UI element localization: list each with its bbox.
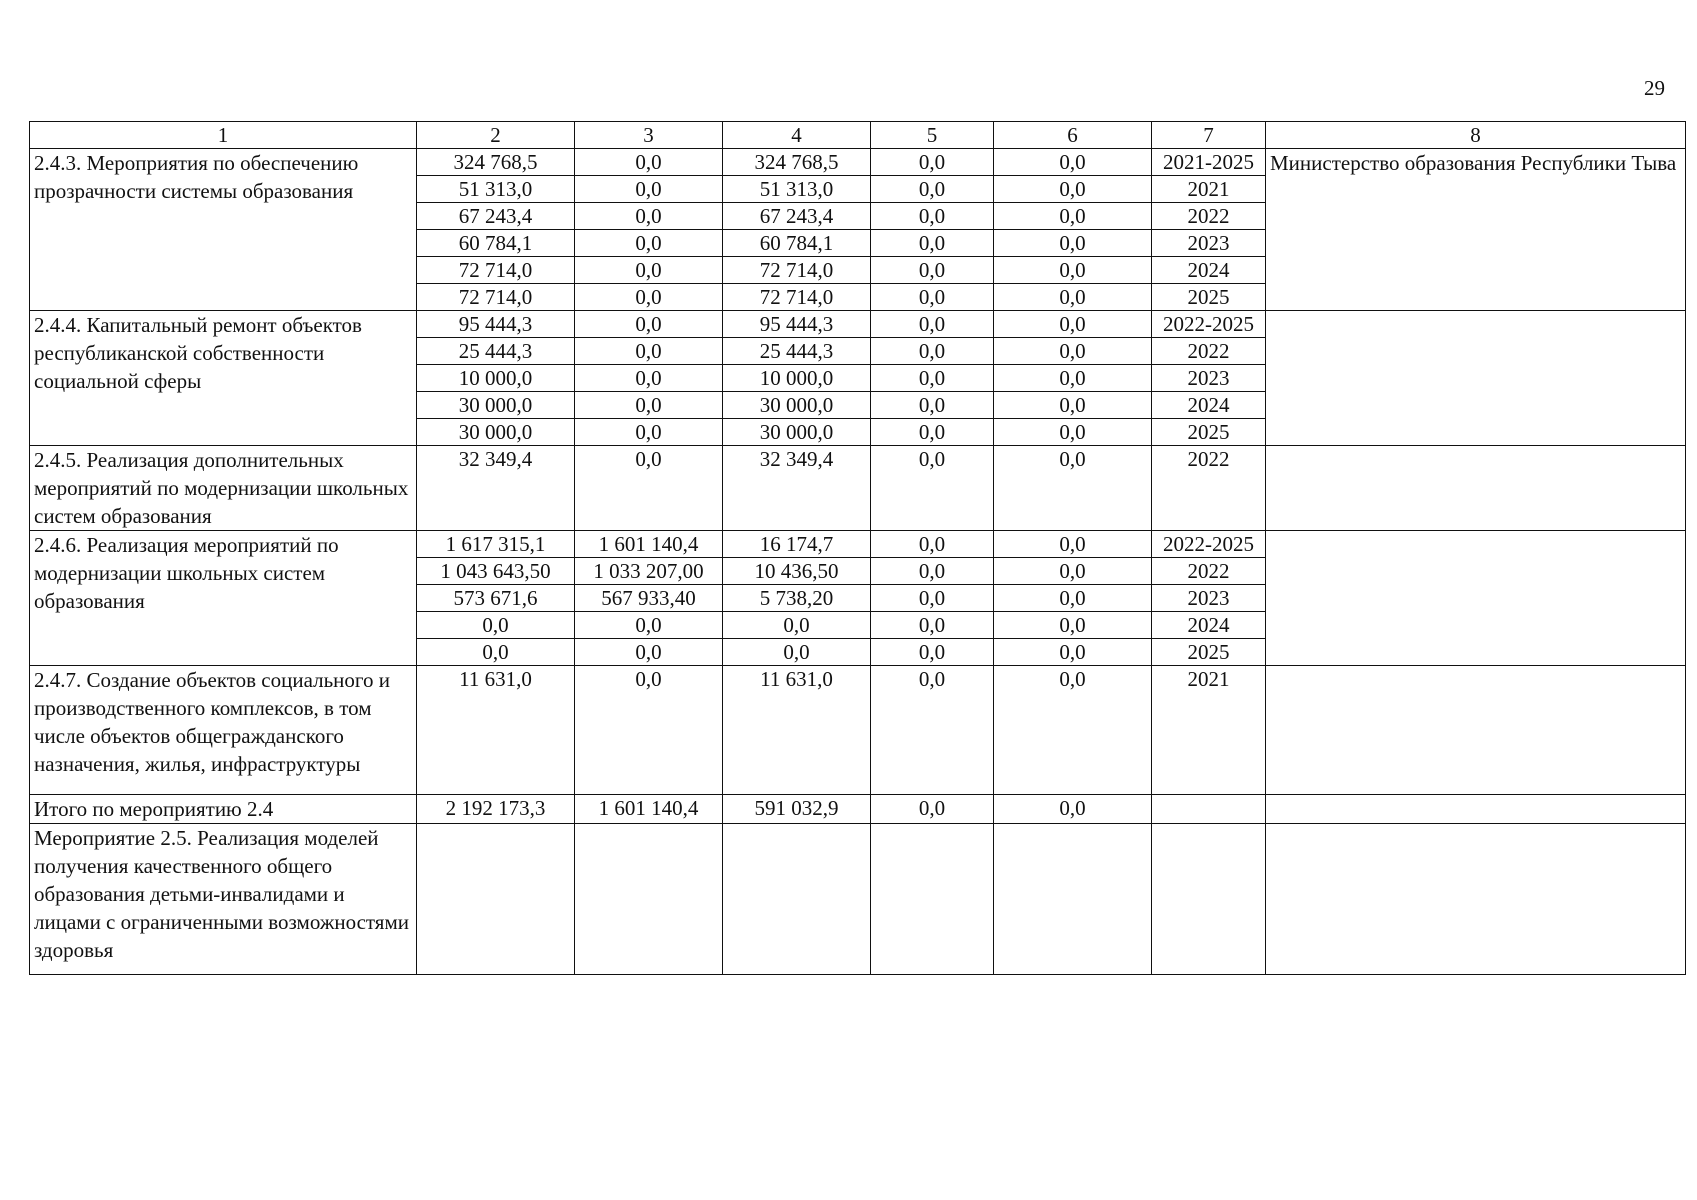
year-cell: 2025 xyxy=(1152,284,1266,311)
column-header: 2 xyxy=(417,122,575,149)
amount-cell: 0,0 xyxy=(994,311,1152,338)
amount-cell: 0,0 xyxy=(723,639,871,666)
amount-cell: 10 000,0 xyxy=(723,365,871,392)
amount-cell: 51 313,0 xyxy=(723,176,871,203)
amount-cell: 0,0 xyxy=(994,149,1152,176)
year-cell: 2021 xyxy=(1152,666,1266,795)
amount-cell: 1 043 643,50 xyxy=(417,558,575,585)
amount-cell: 0,0 xyxy=(575,149,723,176)
amount-cell: 67 243,4 xyxy=(723,203,871,230)
amount-cell: 0,0 xyxy=(575,419,723,446)
amount-cell: 11 631,0 xyxy=(723,666,871,795)
amount-cell: 591 032,9 xyxy=(723,795,871,824)
responsible-org xyxy=(1266,531,1686,666)
table-row xyxy=(30,795,1686,824)
amount-cell: 0,0 xyxy=(994,257,1152,284)
responsible-org xyxy=(1266,311,1686,446)
activity-name: 2.4.7. Создание объектов социального и производственного комплексов, в том числе объектов общегражданского назначения, жилья, инфраструктуры xyxy=(30,666,417,795)
amount-cell: 0,0 xyxy=(871,338,994,365)
amount-cell: 1 617 315,1 xyxy=(417,531,575,558)
amount-cell: 0,0 xyxy=(994,203,1152,230)
amount-cell: 60 784,1 xyxy=(723,230,871,257)
amount-cell: 0,0 xyxy=(871,558,994,585)
table-row xyxy=(30,149,1686,176)
amount-cell: 0,0 xyxy=(994,419,1152,446)
amount-cell: 25 444,3 xyxy=(723,338,871,365)
amount-cell: 0,0 xyxy=(575,612,723,639)
responsible-org xyxy=(1266,795,1686,824)
amount-cell: 0,0 xyxy=(871,230,994,257)
amount-cell: 567 933,40 xyxy=(575,585,723,612)
amount-cell: 0,0 xyxy=(994,446,1152,531)
amount-cell: 0,0 xyxy=(994,558,1152,585)
column-header: 6 xyxy=(994,122,1152,149)
amount-cell: 0,0 xyxy=(994,666,1152,795)
amount-cell: 0,0 xyxy=(994,639,1152,666)
amount-cell: 0,0 xyxy=(871,365,994,392)
table-row xyxy=(30,531,1686,558)
activity-name: 2.4.3. Мероприятия по обеспечению прозрачности системы образования xyxy=(30,149,417,311)
year-cell: 2024 xyxy=(1152,257,1266,284)
activity-name: Итого по мероприятию 2.4 xyxy=(30,795,417,824)
amount-cell: 72 714,0 xyxy=(723,257,871,284)
amount-cell: 0,0 xyxy=(871,531,994,558)
year-cell: 2023 xyxy=(1152,365,1266,392)
activity-name: 2.4.6. Реализация мероприятий по модернизации школьных систем образования xyxy=(30,531,417,666)
column-header: 8 xyxy=(1266,122,1686,149)
table-row xyxy=(30,666,1686,795)
amount-cell: 16 174,7 xyxy=(723,531,871,558)
responsible-org xyxy=(1266,824,1686,975)
amount-cell: 67 243,4 xyxy=(417,203,575,230)
amount-cell: 2 192 173,3 xyxy=(417,795,575,824)
amount-cell: 30 000,0 xyxy=(723,392,871,419)
responsible-org: Министерство образования Республики Тыва xyxy=(1266,149,1686,311)
amount-cell: 0,0 xyxy=(871,585,994,612)
amount-cell xyxy=(994,824,1152,975)
amount-cell: 0,0 xyxy=(994,284,1152,311)
amount-cell: 0,0 xyxy=(994,176,1152,203)
amount-cell: 0,0 xyxy=(575,365,723,392)
amount-cell: 0,0 xyxy=(575,639,723,666)
amount-cell xyxy=(871,824,994,975)
amount-cell: 0,0 xyxy=(417,639,575,666)
column-header: 4 xyxy=(723,122,871,149)
column-header: 1 xyxy=(30,122,417,149)
amount-cell: 30 000,0 xyxy=(417,419,575,446)
amount-cell: 10 436,50 xyxy=(723,558,871,585)
year-cell xyxy=(1152,824,1266,975)
amount-cell: 32 349,4 xyxy=(723,446,871,531)
amount-cell: 0,0 xyxy=(871,203,994,230)
amount-cell: 0,0 xyxy=(575,176,723,203)
amount-cell: 0,0 xyxy=(871,176,994,203)
year-cell xyxy=(1152,795,1266,824)
amount-cell: 0,0 xyxy=(871,666,994,795)
amount-cell: 324 768,5 xyxy=(723,149,871,176)
year-cell: 2025 xyxy=(1152,419,1266,446)
year-cell: 2022 xyxy=(1152,558,1266,585)
amount-cell: 0,0 xyxy=(871,446,994,531)
page-number: 29 xyxy=(1644,76,1665,100)
amount-cell: 95 444,3 xyxy=(723,311,871,338)
year-cell: 2021 xyxy=(1152,176,1266,203)
amount-cell xyxy=(417,824,575,975)
amount-cell: 51 313,0 xyxy=(417,176,575,203)
amount-cell: 0,0 xyxy=(417,612,575,639)
amount-cell: 1 601 140,4 xyxy=(575,795,723,824)
amount-cell: 0,0 xyxy=(871,149,994,176)
activity-name: 2.4.4. Капитальный ремонт объектов республиканской собственности социальной сферы xyxy=(30,311,417,446)
amount-cell: 0,0 xyxy=(575,392,723,419)
column-number-row xyxy=(30,122,1686,149)
amount-cell: 95 444,3 xyxy=(417,311,575,338)
amount-cell: 0,0 xyxy=(994,531,1152,558)
amount-cell: 0,0 xyxy=(871,419,994,446)
budget-table xyxy=(29,121,1686,975)
amount-cell: 0,0 xyxy=(575,284,723,311)
amount-cell: 0,0 xyxy=(871,795,994,824)
amount-cell: 11 631,0 xyxy=(417,666,575,795)
responsible-org xyxy=(1266,446,1686,531)
year-cell: 2022-2025 xyxy=(1152,311,1266,338)
amount-cell: 60 784,1 xyxy=(417,230,575,257)
year-cell: 2023 xyxy=(1152,230,1266,257)
amount-cell: 0,0 xyxy=(575,257,723,284)
amount-cell: 0,0 xyxy=(575,311,723,338)
column-header: 3 xyxy=(575,122,723,149)
year-cell: 2023 xyxy=(1152,585,1266,612)
amount-cell: 10 000,0 xyxy=(417,365,575,392)
year-cell: 2021-2025 xyxy=(1152,149,1266,176)
amount-cell: 0,0 xyxy=(871,392,994,419)
amount-cell: 0,0 xyxy=(575,446,723,531)
column-header: 7 xyxy=(1152,122,1266,149)
activity-name: Мероприятие 2.5. Реализация моделей получения качественного общего образования детьми-инвалидами и лицами с ограниченными возможностями здоровья xyxy=(30,824,417,975)
amount-cell: 0,0 xyxy=(871,639,994,666)
amount-cell: 573 671,6 xyxy=(417,585,575,612)
amount-cell: 0,0 xyxy=(575,338,723,365)
year-cell: 2024 xyxy=(1152,612,1266,639)
amount-cell: 1 601 140,4 xyxy=(575,531,723,558)
amount-cell: 72 714,0 xyxy=(417,284,575,311)
amount-cell: 32 349,4 xyxy=(417,446,575,531)
amount-cell: 0,0 xyxy=(871,257,994,284)
table-row xyxy=(30,446,1686,531)
activity-name: 2.4.5. Реализация дополнительных мероприятий по модернизации школьных систем образования xyxy=(30,446,417,531)
amount-cell: 0,0 xyxy=(994,795,1152,824)
year-cell: 2025 xyxy=(1152,639,1266,666)
amount-cell: 1 033 207,00 xyxy=(575,558,723,585)
amount-cell: 30 000,0 xyxy=(417,392,575,419)
year-cell: 2022 xyxy=(1152,203,1266,230)
amount-cell: 30 000,0 xyxy=(723,419,871,446)
amount-cell: 0,0 xyxy=(723,612,871,639)
amount-cell: 0,0 xyxy=(871,612,994,639)
amount-cell: 5 738,20 xyxy=(723,585,871,612)
amount-cell: 0,0 xyxy=(994,392,1152,419)
amount-cell: 25 444,3 xyxy=(417,338,575,365)
column-header: 5 xyxy=(871,122,994,149)
amount-cell: 0,0 xyxy=(994,230,1152,257)
year-cell: 2022 xyxy=(1152,446,1266,531)
amount-cell: 72 714,0 xyxy=(417,257,575,284)
table-body xyxy=(30,122,1686,975)
table-row xyxy=(30,311,1686,338)
amount-cell xyxy=(575,824,723,975)
amount-cell: 72 714,0 xyxy=(723,284,871,311)
amount-cell: 0,0 xyxy=(575,203,723,230)
year-cell: 2022-2025 xyxy=(1152,531,1266,558)
amount-cell: 0,0 xyxy=(994,338,1152,365)
amount-cell: 0,0 xyxy=(871,311,994,338)
table-row xyxy=(30,824,1686,975)
amount-cell: 324 768,5 xyxy=(417,149,575,176)
year-cell: 2022 xyxy=(1152,338,1266,365)
year-cell: 2024 xyxy=(1152,392,1266,419)
amount-cell: 0,0 xyxy=(994,365,1152,392)
amount-cell: 0,0 xyxy=(575,666,723,795)
amount-cell: 0,0 xyxy=(994,585,1152,612)
amount-cell: 0,0 xyxy=(994,612,1152,639)
amount-cell: 0,0 xyxy=(575,230,723,257)
amount-cell xyxy=(723,824,871,975)
amount-cell: 0,0 xyxy=(871,284,994,311)
responsible-org xyxy=(1266,666,1686,795)
